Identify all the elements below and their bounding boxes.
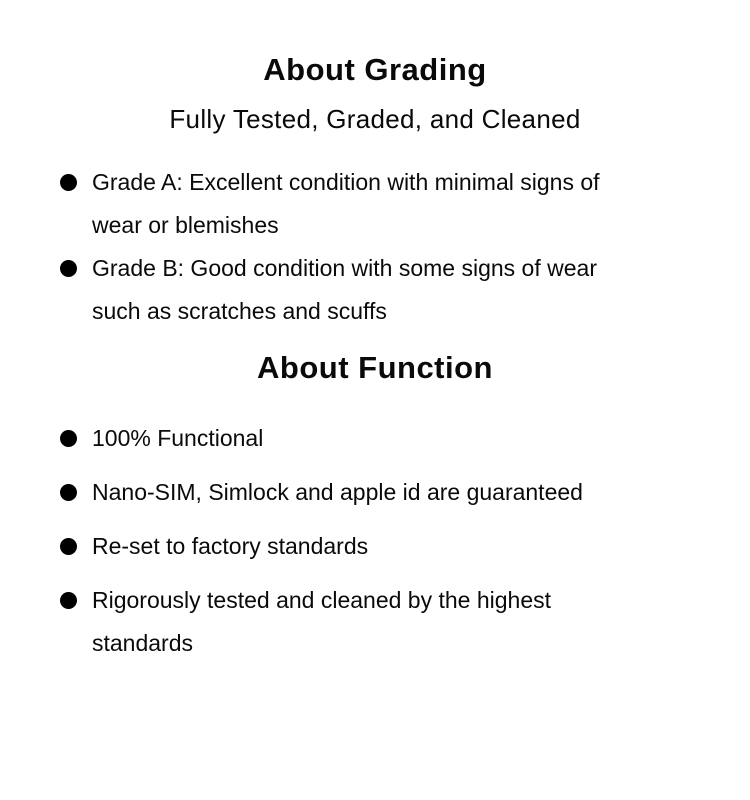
list-item-line: wear or blemishes: [92, 212, 279, 238]
list-item: [60, 579, 750, 665]
list-item: [60, 471, 750, 514]
bullet-icon: [60, 538, 77, 555]
bullet-icon: [60, 430, 77, 447]
function-section-title: About Function: [257, 350, 493, 385]
description-card: [0, 50, 750, 665]
list-item: [60, 525, 750, 568]
list-item-line: standards: [92, 630, 194, 656]
list-item-line: Nano-SIM, Simlock and apple id are guaranteed: [92, 479, 583, 505]
bullet-icon: [60, 174, 77, 191]
list-item-line: such as scratches and scuffs: [92, 298, 387, 324]
bullet-icon: [60, 260, 77, 277]
list-item-line: 100% Functional: [92, 425, 264, 451]
list-item: [60, 161, 750, 247]
grading-section-title: About Grading: [263, 52, 487, 87]
grading-section: [0, 50, 750, 333]
bullet-icon: [60, 592, 77, 609]
bullet-icon: [60, 484, 77, 501]
list-item-line: Rigorously tested and cleaned by the highest: [92, 587, 552, 613]
list-item-line: Re-set to factory standards: [92, 533, 369, 559]
grading-section-subtitle: Fully Tested, Graded, and Cleaned: [169, 104, 581, 134]
list-item-line: Grade A: Excellent condition with minimal signs of: [92, 169, 600, 195]
list-item: [60, 417, 750, 460]
function-section: [0, 348, 750, 665]
function-list: [60, 417, 750, 665]
list-item: [60, 247, 750, 333]
grading-list: [60, 161, 750, 333]
list-item-line: Grade B: Good condition with some signs of wear: [92, 255, 597, 281]
